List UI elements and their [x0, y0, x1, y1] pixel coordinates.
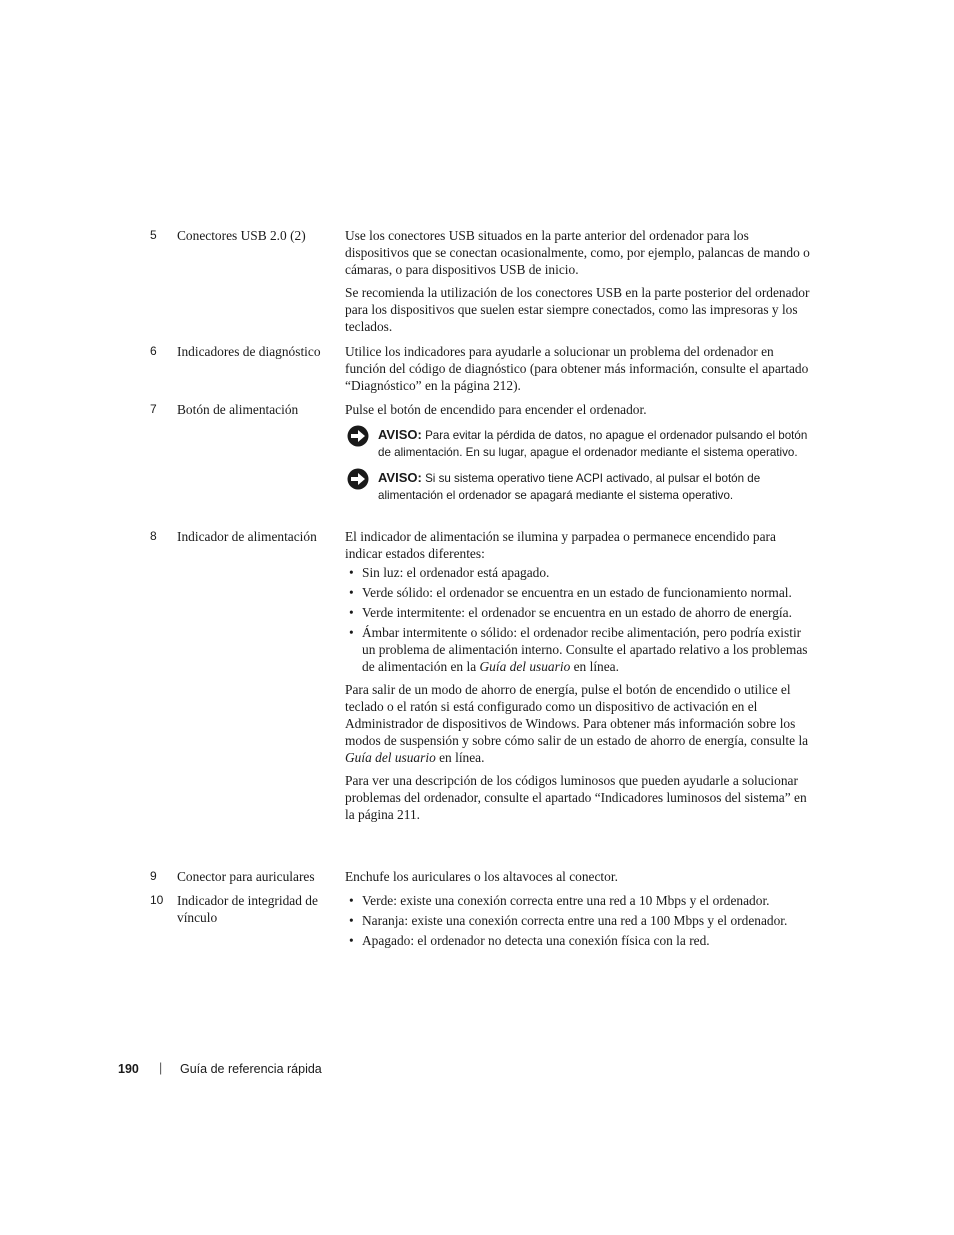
footer-title: Guía de referencia rápida [180, 1062, 322, 1076]
guide-reference: Guía del usuario [479, 659, 571, 674]
bullet-icon: • [349, 625, 354, 640]
item-number: 6 [150, 344, 157, 358]
item-number: 9 [150, 869, 157, 883]
list-item-text: Verde: existe una conexión correcta entre una red a 10 Mbps y el ordenador. [362, 893, 770, 908]
list-item [345, 604, 811, 621]
list-item [345, 932, 811, 949]
item-name: Indicadores de diagnóstico [177, 344, 321, 359]
item-name: Indicador de alimentación [177, 529, 317, 544]
list-item-text: Apagado: el ordenador no detecta una conexión física con la red. [362, 933, 710, 948]
item-number: 5 [150, 228, 157, 242]
item-description [345, 868, 811, 885]
notice-block [345, 426, 811, 461]
item-description [345, 227, 811, 335]
item-description [345, 343, 811, 394]
paragraph-text: Para salir de un modo de ahorro de energía, pulse el botón de encendido o utilice el teclado o el ratón si está configurado como un dispositivo de activación en el Administrador de dispositivos de Windows. Para obtener más información sobre los modos de suspensión y sobre cómo salir de un estado de ahorro de energía, consulte la [345, 682, 809, 748]
bullet-icon: • [349, 585, 354, 600]
bullet-icon: • [349, 565, 354, 580]
list-item-text: en línea. [570, 659, 619, 674]
bullet-list [345, 564, 811, 675]
notice-text: Si su sistema operativo tiene ACPI activado, al pulsar el botón de alimentación el ordenador se apagará mediante el sistema operativo. [378, 472, 761, 502]
description-paragraph: Pulse el botón de encendido para encender el ordenador. [345, 402, 647, 417]
item-number: 10 [150, 893, 164, 907]
item-name: Botón de alimentación [177, 402, 299, 417]
list-item [345, 564, 811, 581]
item-name: Conectores USB 2.0 (2) [177, 228, 306, 243]
page-number: 190 [118, 1062, 139, 1076]
notice-block [345, 469, 811, 504]
item-description [345, 892, 811, 955]
description-paragraph: El indicador de alimentación se ilumina y parpadea o permanece encendido para indicar estados diferentes: [345, 529, 776, 561]
item-description [345, 528, 811, 823]
item-description [345, 401, 811, 508]
bullet-icon: • [349, 933, 354, 948]
bullet-icon: • [349, 893, 354, 908]
description-paragraph: Para ver una descripción de los códigos luminosos que pueden ayudarle a solucionar problemas del ordenador, consulte el apartado “Indicadores luminosos del sistema” en la página 211. [345, 773, 807, 822]
description-paragraph: Se recomienda la utilización de los conectores USB en la parte posterior del ordenador para los dispositivos que suelen estar siempre conectados, como las impresoras y los teclados. [345, 285, 810, 334]
notice-label: AVISO: [378, 427, 422, 442]
list-item [345, 584, 811, 601]
list-item [345, 912, 811, 929]
notice-arrow-icon [347, 425, 369, 447]
notice-label: AVISO: [378, 470, 422, 485]
list-item-text: Naranja: existe una conexión correcta entre una red a 100 Mbps y el ordenador. [362, 913, 788, 928]
item-name: Conector para auriculares [177, 869, 315, 884]
description-paragraph: Use los conectores USB situados en la parte anterior del ordenador para los dispositivos que se conectan ocasionalmente, como, por ejemplo, palancas de mando o cámaras, o para dispositivos USB de inicio. [345, 228, 810, 277]
list-item [345, 892, 811, 909]
paragraph-text: en línea. [435, 750, 485, 765]
bullet-icon: • [349, 913, 354, 928]
footer-separator: | [159, 1061, 163, 1075]
list-item [345, 624, 811, 675]
description-paragraph: Utilice los indicadores para ayudarle a solucionar un problema del ordenador en función del código de diagnóstico (para obtener más información, consulte el apartado “Diagnóstico” en la página 212). [345, 344, 809, 393]
item-number: 8 [150, 529, 157, 543]
description-paragraph [345, 681, 811, 766]
bullet-icon: • [349, 605, 354, 620]
list-item-text: Verde intermitente: el ordenador se encuentra en un estado de ahorro de energía. [362, 605, 792, 620]
list-item-text: Verde sólido: el ordenador se encuentra en un estado de funcionamiento normal. [362, 585, 792, 600]
notice-text: Para evitar la pérdida de datos, no apague el ordenador pulsando el botón de alimentación. En su lugar, apague el ordenador mediante el sistema operativo. [378, 429, 808, 459]
guide-reference: Guía del usuario [345, 750, 436, 765]
list-item-text: Sin luz: el ordenador está apagado. [362, 565, 550, 580]
notice-arrow-icon [347, 468, 369, 490]
bullet-list [345, 892, 811, 949]
item-number: 7 [150, 402, 157, 416]
list-item-text: Ámbar intermitente o sólido: el ordenador recibe alimentación, pero podría existir un problema de alimentación interno. Consulte el apartado relativo a los problemas de alimentación en la [362, 625, 808, 674]
item-name: Indicador de integridad de vínculo [177, 893, 318, 925]
description-paragraph: Enchufe los auriculares o los altavoces al conector. [345, 869, 618, 884]
